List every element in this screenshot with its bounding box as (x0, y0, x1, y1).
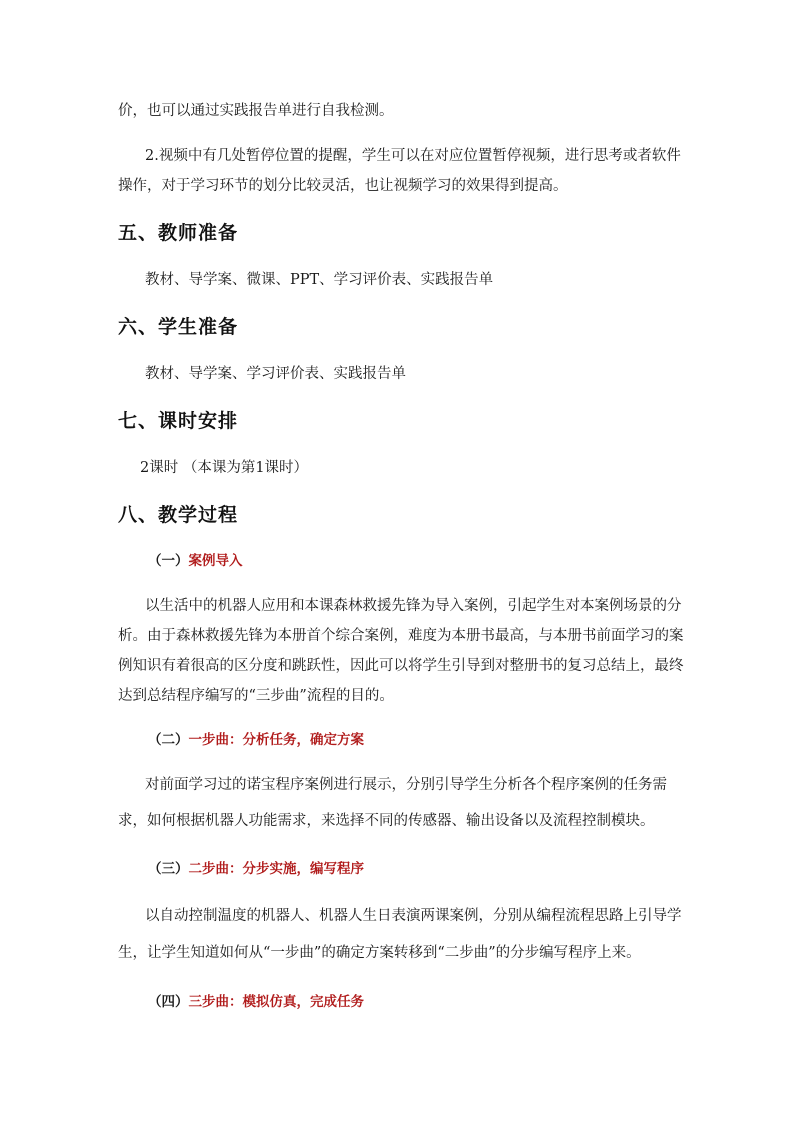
subsection-heading-step-three (148, 992, 364, 1012)
paragraph-line: 价，也可以通过实践报告单进行自我检测。 (118, 103, 394, 119)
subsection-number: （一） (148, 553, 189, 569)
section-heading-student-prep: 六、学生准备 (118, 316, 239, 338)
subsection-heading-case-intro (148, 551, 243, 571)
section-heading-schedule: 七、课时安排 (118, 410, 239, 432)
paragraph-line: 例知识有着很高的区分度和跳跃性，因此可以将学生引导到对整册书的复习总结上，最终 (118, 658, 684, 674)
section-content-student-prep: 教材、导学案、学习评价表、实践报告单 (145, 366, 406, 382)
paragraph-line: 操作，对于学习环节的划分比较灵活，也让视频学习的效果得到提高。 (118, 178, 568, 194)
section-heading-teaching-process: 八、教学过程 (118, 504, 239, 526)
subsection-heading-step-two (148, 859, 364, 879)
section-content-schedule: 2课时 （本课为第1课时） (140, 460, 309, 476)
subsection-heading-step-one (148, 730, 364, 750)
paragraph-line: 以自动控制温度的机器人、机器人生日表演两课案例，分别从编程流程思路上引导学 (145, 908, 682, 924)
subsection-title: 案例导入 (188, 553, 243, 569)
paragraph-line: 析。由于森林救援先锋为本册首个综合案例，难度为本册书最高，与本册书前面学习的案 (118, 628, 684, 644)
subsection-title: 一步曲：分析任务，确定方案 (188, 732, 364, 748)
subsection-number: （三） (148, 861, 189, 877)
paragraph-line: 2.视频中有几处暂停位置的提醒，学生可以在对应位置暂停视频，进行思考或者软件 (145, 148, 681, 164)
subsection-number: （二） (148, 732, 189, 748)
paragraph-line: 达到总结程序编写的“三步曲”流程的目的。 (118, 688, 394, 704)
subsection-number: （四） (148, 994, 189, 1010)
subsection-title: 三步曲：模拟仿真，完成任务 (188, 994, 364, 1010)
paragraph-line: 对前面学习过的诺宝程序案例进行展示，分别引导学生分析各个程序案例的任务需 (145, 777, 667, 793)
subsection-title: 二步曲：分步实施，编写程序 (188, 861, 364, 877)
section-content-teacher-prep: 教材、导学案、微课、PPT、学习评价表、实践报告单 (145, 272, 494, 288)
paragraph-line: 生，让学生知道如何从“一步曲”的确定方案转移到“二步曲”的分步编写程序上来。 (118, 945, 641, 961)
paragraph-line: 以生活中的机器人应用和本课森林救援先锋为导入案例，引起学生对本案例场景的分 (145, 598, 682, 614)
paragraph-line: 求，如何根据机器人功能需求，来选择不同的传感器、输出设备以及流程控制模块。 (118, 813, 655, 829)
section-heading-teacher-prep: 五、教师准备 (118, 222, 239, 244)
